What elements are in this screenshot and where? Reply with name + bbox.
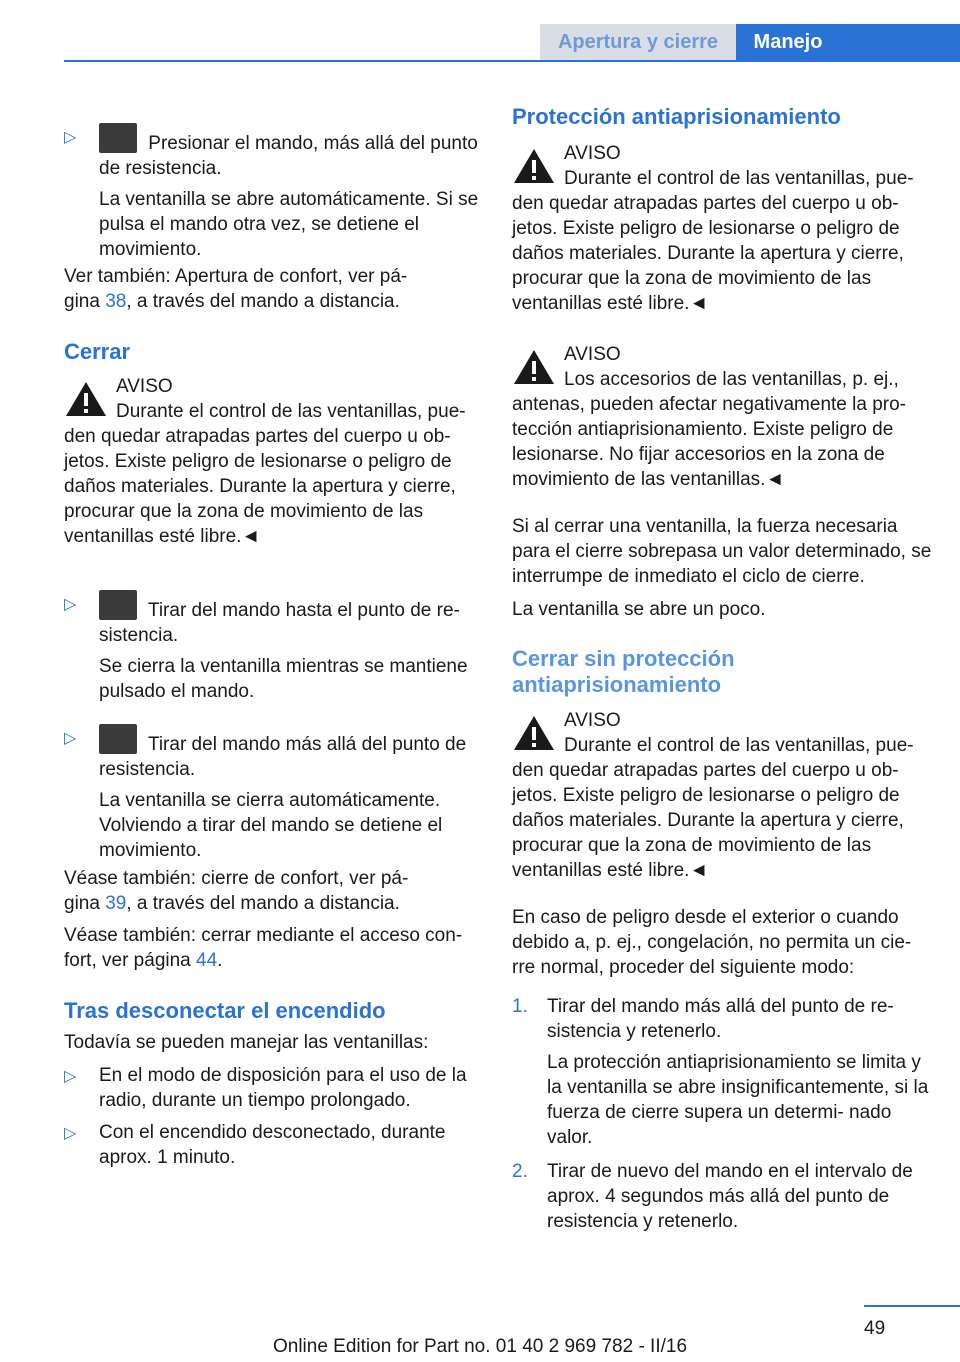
page-number: 49 <box>864 1318 886 1339</box>
see-also-text: Véase también: cerrar mediante el acceso con- fort, ver página <box>64 925 463 971</box>
step-item <box>512 1159 932 1234</box>
step-item <box>512 994 932 1150</box>
header-rule <box>64 60 960 62</box>
see-also <box>64 866 482 916</box>
edition-footer: Online Edition for Part no. 01 40 2 969 782 - II/16 <box>272 1336 688 1357</box>
heading-cerrar: Cerrar <box>64 339 131 364</box>
warning-icon <box>512 147 556 185</box>
list-item <box>64 574 482 704</box>
window-switch-icon <box>99 123 137 153</box>
list-item <box>64 708 482 863</box>
section-tab[interactable]: Apertura y cierre <box>540 24 736 60</box>
bullet-icon: ▷ <box>64 1125 77 1142</box>
item-subtext: La ventanilla se cierra automáticamente. Volviendo a tirar del mando se detiene el movimiento. <box>99 790 443 861</box>
step-text: Tirar del mando más allá del punto de re- sistencia y retenerlo. <box>547 996 894 1042</box>
item-text: En el modo de disposición para el uso de la radio, durante un tiempo prolongado. <box>99 1065 467 1111</box>
item-text: Presionar el mando, más allá del punto de resistencia. <box>99 133 478 179</box>
item-text: Con el encendido desconectado, durante aprox. 1 minuto. <box>99 1122 446 1168</box>
see-also-text: Ver también: Apertura de confort, ver pá- <box>64 266 408 287</box>
page-link-38[interactable]: 38 <box>105 291 127 312</box>
warning-text: Durante el control de las ventanillas, pue- den quedar atrapadas partes del cuerpo u ob- jetos. Existe peligro de lesionarse o peligro de daños materiales. Durante la apertura y cierre, procurar que la zona de movimiento de las ventanillas esté libre.◄ <box>512 735 914 881</box>
see-also-text: , a través del mando a distancia. <box>126 291 400 312</box>
bullet-icon: ▷ <box>64 596 77 613</box>
warning-text: Durante el control de las ventanillas, pue- den quedar atrapadas partes del cuerpo u ob- jetos. Existe peligro de lesionarse o peligro de daños materiales. Durante la apertura y cierre, procurar que la zona de movimiento de las ventanillas esté libre.◄ <box>512 168 914 314</box>
warning-text: Durante el control de las ventanillas, pue- den quedar atrapadas partes del cuerpo u ob- jetos. Existe peligro de lesionarse o peligro de daños materiales. Durante la apertura y cierre, procurar que la zona de movimiento de las ventanillas esté libre.◄ <box>64 401 466 547</box>
paragraph: La ventanilla se abre un poco. <box>512 599 766 620</box>
warning-block <box>512 141 932 316</box>
page-header <box>0 0 960 62</box>
warning-title: AVISO <box>564 710 621 731</box>
see-also-text: gina <box>64 291 106 312</box>
item-subtext: Se cierra la ventanilla mientras se mantiene pulsado el mando. <box>99 656 468 702</box>
heading-proteccion: Protección antiaprisionamiento <box>512 104 841 129</box>
see-also-text: . <box>217 950 223 971</box>
warning-icon <box>512 348 556 386</box>
warning-title: AVISO <box>564 344 621 365</box>
item-text: Tirar del mando más allá del punto de resistencia. <box>99 734 467 780</box>
warning-icon <box>512 714 556 752</box>
see-also-text: Véase también: cierre de confort, ver pá- <box>64 868 409 889</box>
list-item <box>64 1063 482 1113</box>
warning-text: Los accesorios de las ventanillas, p. ej., antenas, pueden afectar negativamente la pro- tección antiaprisionamiento. Existe peligro de lesionarse. No fijar accesorios en la zona de movimiento de las ventanillas.◄ <box>512 369 906 490</box>
window-switch-icon <box>99 590 137 620</box>
see-also-text: , a través del mando a distancia. <box>126 893 400 914</box>
item-text: Tirar del mando hasta el punto de re- sistencia. <box>99 600 460 646</box>
heading-sin-proteccion: Cerrar sin protección antiaprisionamiento <box>512 646 735 697</box>
see-also <box>64 264 482 314</box>
warning-icon <box>64 380 108 418</box>
paragraph: Si al cerrar una ventanilla, la fuerza necesaria para el cierre sobrepasa un valor determinado, se interrumpe de inmediato el ciclo de cierre. <box>512 516 932 587</box>
bullet-icon: ▷ <box>64 730 77 747</box>
step-number: 1. <box>512 996 528 1017</box>
chapter-tab[interactable]: Manejo <box>736 24 840 60</box>
page-link-39[interactable]: 39 <box>105 893 127 914</box>
window-switch-icon <box>99 724 137 754</box>
bullet-icon: ▷ <box>64 1068 77 1085</box>
item-subtext: La ventanilla se abre automáticamente. Si se pulsa el mando otra vez, se detiene el movimiento. <box>99 189 479 260</box>
paragraph: En caso de peligro desde el exterior o cuando debido a, p. ej., congelación, no permita un cie- rre normal, proceder del siguiente modo: <box>512 907 912 978</box>
step-subtext: La protección antiaprisionamiento se limita y la ventanilla se abre insignificantemente, si la fuerza de cierre supera un determi- nado valor. <box>547 1052 929 1148</box>
heading-tras: Tras desconectar el encendido <box>64 998 386 1023</box>
tras-intro: Todavía se pueden manejar las ventanillas: <box>64 1032 429 1053</box>
warning-title: AVISO <box>564 143 621 164</box>
footer-rule <box>864 1305 960 1307</box>
step-number: 2. <box>512 1161 528 1182</box>
page-link-44[interactable]: 44 <box>196 950 218 971</box>
step-text: Tirar de nuevo del mando en el intervalo de aprox. 4 segundos más allá del punto de resistencia y retenerlo. <box>547 1161 913 1232</box>
list-item <box>64 107 482 262</box>
warning-block <box>512 342 932 492</box>
warning-block <box>512 708 932 883</box>
list-item <box>64 1120 482 1170</box>
see-also-text: gina <box>64 893 106 914</box>
warning-block <box>64 374 482 549</box>
warning-title: AVISO <box>116 376 173 397</box>
see-also <box>64 923 482 973</box>
bullet-icon: ▷ <box>64 129 77 146</box>
header-bar <box>840 24 960 60</box>
